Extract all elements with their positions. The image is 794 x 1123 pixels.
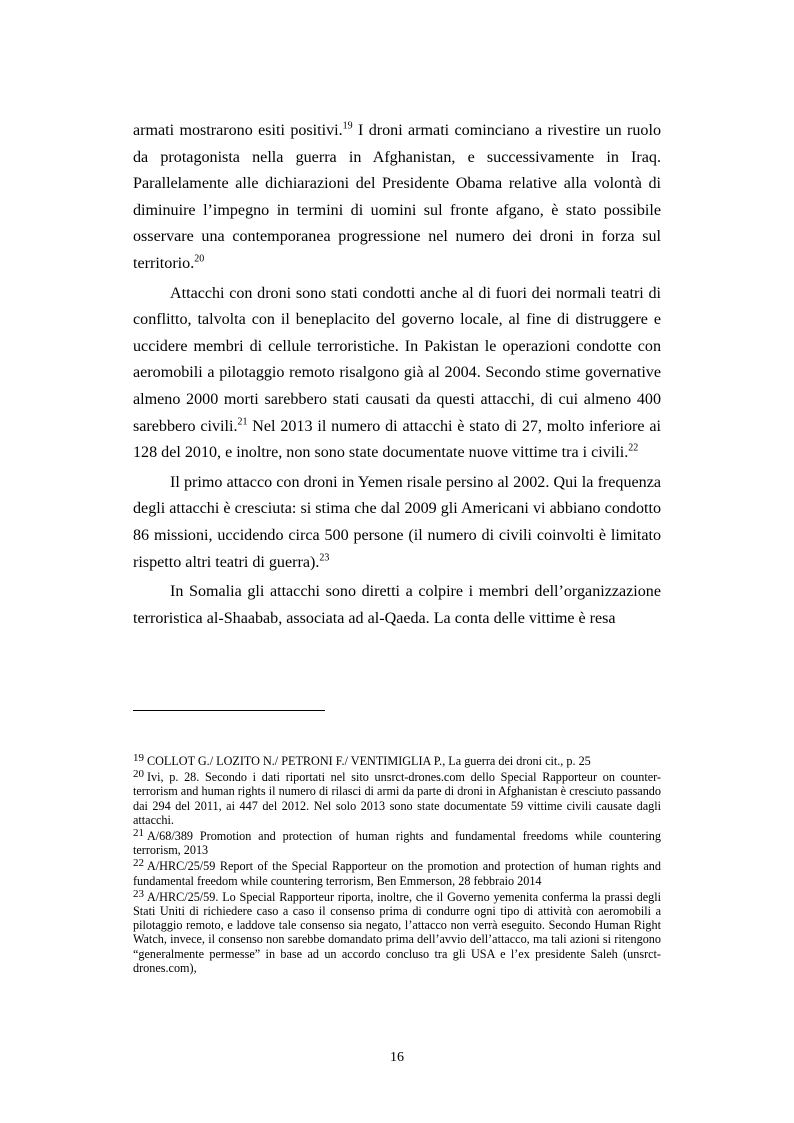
footnote <box>133 829 661 857</box>
body-paragraph <box>133 470 661 576</box>
page-number: 16 <box>390 1050 404 1065</box>
paragraph-text: armati mostrarono esiti positivi. <box>133 122 343 139</box>
footnote <box>133 887 661 975</box>
footnote-text: Ivi, p. 28. Secondo i dati riportati nel sito unsrct-drones.com dello Special Rapporteur on counter-terrorism and human rights il numero di rilasci di armi da parte di droni in Afghanistan è cresciuto passando dai 294 del 2011, ai 447 del 2012. Nel solo 2013 sono state documentate 59 vittime civili causate dagli attacchi. <box>133 770 661 827</box>
footnote-number: 23 <box>133 887 144 900</box>
footnote-number: 21 <box>133 827 144 840</box>
paragraph-text: In Somalia gli attacchi sono diretti a colpire i membri dell’organizzazione terroristica al-Shaabab, associata ad al-Qaeda. La conta delle vittime è resa <box>133 583 661 627</box>
footnote <box>133 859 661 887</box>
footnote-reference: 21 <box>237 416 248 428</box>
body-text <box>133 118 661 635</box>
footnotes <box>133 754 661 977</box>
footnote-number: 20 <box>133 768 144 781</box>
body-paragraph <box>133 579 661 632</box>
footnote-number: 22 <box>133 857 144 870</box>
paragraph-text: Attacchi con droni sono stati condotti anche al di fuori dei normali teatri di conflitto, talvolta con il beneplacito del governo locale, al fine di distruggere e uccidere membri di cellule terroristiche. In Pakistan le operazioni condotte con aeromobili a pilotaggio remoto risalgono già al 2004. Secondo stime governative almeno 2000 morti sarebbero stati causati da questi attacchi, di cui almeno 400 sarebbero civili. <box>133 284 661 435</box>
paragraph-text: Il primo attacco con droni in Yemen risale persino al 2002. Qui la frequenza degli attacchi è cresciuta: si stima che dal 2009 gli Americani vi abbiano condotto 86 missioni, uccidendo circa 500 persone (il numero di civili coinvolti è limitato rispetto altri teatri di guerra). <box>133 473 661 571</box>
footnote-text: A/HRC/25/59 Report of the Special Rapporteur on the promotion and protection of human rights and fundamental freedom while countering terrorism, Ben Emmerson, 28 febbraio 2014 <box>133 859 661 888</box>
footnote-text: A/68/389 Promotion and protection of human rights and fundamental freedoms while countering terrorism, 2013 <box>133 829 661 858</box>
footnote-text: A/HRC/25/59. Lo Special Rapporteur riporta, inoltre, che il Governo yemenita conferma la prassi degli Stati Uniti di richiedere caso a caso il consenso prima di condurre ogni tipo di attività con aeromobili a pilotaggio remoto, e laddove tale consenso sia negato, l’attacco non verrà eseguito. Secondo Human Right Watch, invece, il consenso non sarebbe domandato prima dell’avvio dell’attacco, ma tali azioni si ritengono “generalmente permesse” in base ad un accordo concluso tra gli USA e l’ex presidente Saleh (unsrct-drones.com), <box>133 889 661 975</box>
footnote-separator <box>133 710 325 711</box>
footnote <box>133 770 661 827</box>
paragraph-text: I droni armati cominciano a rivestire un ruolo da protagonista nella guerra in Afghanistan, e successivamente in Iraq. Parallelamente alle dichiarazioni del Presidente Obama relative alla volontà di diminuire l’impegno in termini di uomini sul fronte afgano, è stato possibile osservare una contemporanea progressione nel numero dei droni in forza sul territorio. <box>133 122 661 272</box>
body-paragraph <box>133 281 661 467</box>
footnote-number: 19 <box>133 752 144 764</box>
footnote-reference: 19 <box>342 120 353 132</box>
footnote-reference: 20 <box>194 253 205 265</box>
body-paragraph <box>133 118 661 278</box>
footnote-reference: 22 <box>628 442 639 454</box>
footnote-text: COLLOT G./ LOZITO N./ PETRONI F./ VENTIMIGLIA P., La guerra dei droni cit., p. 25 <box>146 754 591 768</box>
footnote-reference: 23 <box>319 552 330 564</box>
paragraph-text: Nel 2013 il numero di attacchi è stato di 27, molto inferiore ai 128 del 2010, e inoltre, non sono state documentate nuove vittime tra i civili. <box>133 417 661 462</box>
footnote <box>133 754 661 768</box>
